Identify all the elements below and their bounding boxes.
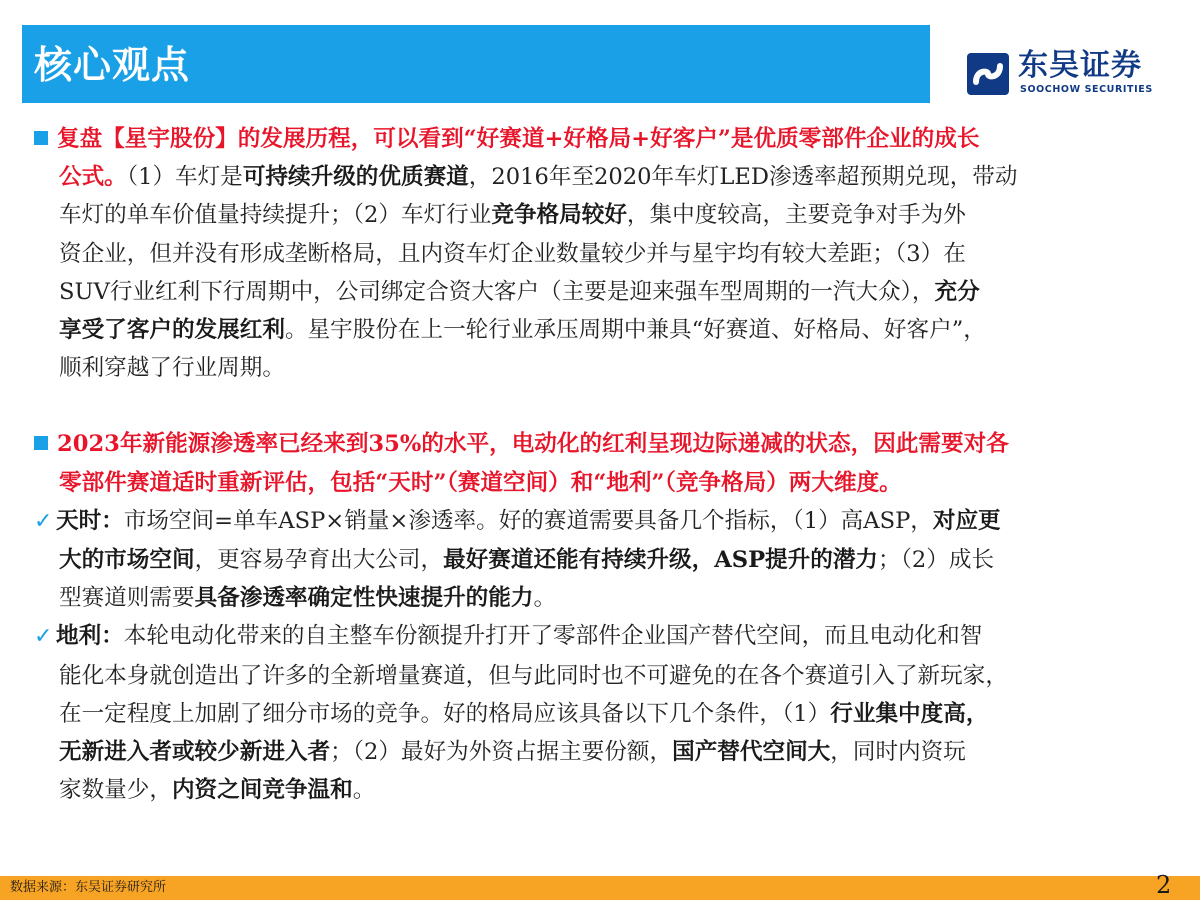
paragraph-tianshi	[34, 502, 1172, 618]
bold-text: 具备渗透率确定性快速提升的能力	[194, 585, 534, 612]
text-line	[34, 617, 1172, 656]
bold-text: 充分	[934, 278, 980, 305]
check-icon: ✓	[34, 624, 53, 650]
text-line	[34, 771, 1172, 809]
bold-text: 最好赛道还能有持续升级，ASP提升的潜力	[443, 547, 879, 574]
text-line: 能化本身就创造出了许多的全新增量赛道，但与此同时也不可避免的在各个赛道引入了新玩家，	[59, 662, 1008, 689]
body-text: ，集中度较高，主要竞争对手为外	[626, 202, 966, 229]
text-line	[34, 196, 1172, 234]
body-text: ，更容易孕育出大公司，	[194, 547, 444, 574]
bold-text: 享受了客户的发展红利	[59, 317, 285, 344]
body-text: 。	[352, 777, 376, 804]
body-text: （1）车灯是	[126, 164, 243, 191]
footer-bar	[0, 876, 1200, 900]
main-content	[34, 120, 1172, 809]
text-line	[34, 579, 1172, 617]
bold-text: 国产替代空间大	[672, 739, 831, 766]
bold-text: 内资之间竞争温和	[171, 777, 353, 804]
square-bullet-icon	[34, 436, 48, 450]
text-line	[34, 541, 1172, 579]
logo-text-cn: 东吴证券	[1018, 48, 1142, 83]
page-number: 2	[1156, 871, 1172, 899]
body-text: ，2016年至2020年车灯LED渗透率超预期兑现，带动	[468, 164, 1018, 191]
bold-text: 行业集中度高，	[830, 700, 989, 727]
paragraph-growth-formula	[34, 120, 1172, 387]
body-text: 家数量少，	[59, 777, 172, 804]
body-text: 在一定程度上加剧了细分市场的竞争。好的格局应该具备以下几个条件，（1）	[59, 700, 831, 727]
soochow-logo-icon	[966, 52, 1010, 96]
soochow-logo	[966, 48, 1176, 96]
text-line	[34, 502, 1172, 541]
bold-text: 无新进入者或较少新进入者	[59, 739, 331, 766]
text-line	[34, 733, 1172, 771]
text-line	[34, 695, 1172, 733]
body-text: ；（2）最好为外资占据主要份额，	[330, 739, 673, 766]
bold-text: 可持续升级的优质赛道	[242, 164, 469, 191]
body-text: SUV行业红利下行周期中，公司绑定合资大客户（主要是迎来强车型周期的一汽大众），	[59, 278, 935, 305]
logo-text-en: SOOCHOW SECURITIES	[1020, 84, 1153, 95]
square-bullet-icon	[34, 131, 48, 145]
text-line: 顺利穿越了行业周期。	[59, 355, 285, 382]
check-icon: ✓	[34, 508, 53, 534]
highlight-text: 2023年新能源渗透率已经来到35%的水平，电动化的红利呈现边际递减的状态，因此需要对各	[57, 431, 1009, 458]
bold-text: 大的市场空间	[59, 547, 195, 574]
bold-text: 对应更	[932, 507, 1001, 534]
body-text: 市场空间=单车ASP×销量×渗透率。好的赛道需要具备几个指标，（1）高ASP，	[123, 507, 933, 534]
highlight-text: 公式。	[59, 164, 127, 191]
bold-text: 地利：	[56, 623, 124, 650]
paragraph-ev-penetration	[34, 425, 1172, 501]
body-text: ，同时内资玩	[830, 739, 966, 766]
page-title: 核心观点	[34, 43, 191, 87]
spacer	[34, 387, 1172, 425]
highlight-text: 零部件赛道适时重新评估，包括“天时”（赛道空间）和“地利”（竞争格局）两大维度。	[59, 469, 902, 496]
text-line	[34, 158, 1172, 196]
body-text: ；（2）成长	[878, 547, 995, 574]
body-text: 。	[533, 585, 557, 612]
text-line	[34, 120, 1172, 158]
body-text: 本轮电动化带来的自主整车份额提升打开了零部件企业国产替代空间，而且电动化和智	[123, 623, 983, 650]
body-text: 型赛道则需要	[59, 585, 195, 612]
highlight-text: 复盘【星宇股份】的发展历程，可以看到“好赛道+好格局+好客户”是优质零部件企业的成长	[57, 126, 980, 152]
text-line	[34, 311, 1172, 349]
text-line: 资企业，但并没有形成垄断格局，且内资车灯企业数量较少并与星宇均有较大差距；（3）在	[59, 240, 966, 267]
text-line	[34, 425, 1172, 463]
text-line	[34, 273, 1172, 311]
body-text: 车灯的单车价值量持续提升；（2）车灯行业	[59, 202, 492, 229]
paragraph-dili	[34, 617, 1172, 809]
bold-text: 天时：	[56, 507, 124, 534]
data-source-note: 数据来源：东吴证券研究所	[10, 880, 167, 895]
bold-text: 竞争格局较好	[491, 202, 627, 229]
text-line	[34, 464, 1172, 502]
body-text: 。星宇股份在上一轮行业承压周期中兼具“好赛道、好格局、好客户”，	[284, 317, 986, 344]
